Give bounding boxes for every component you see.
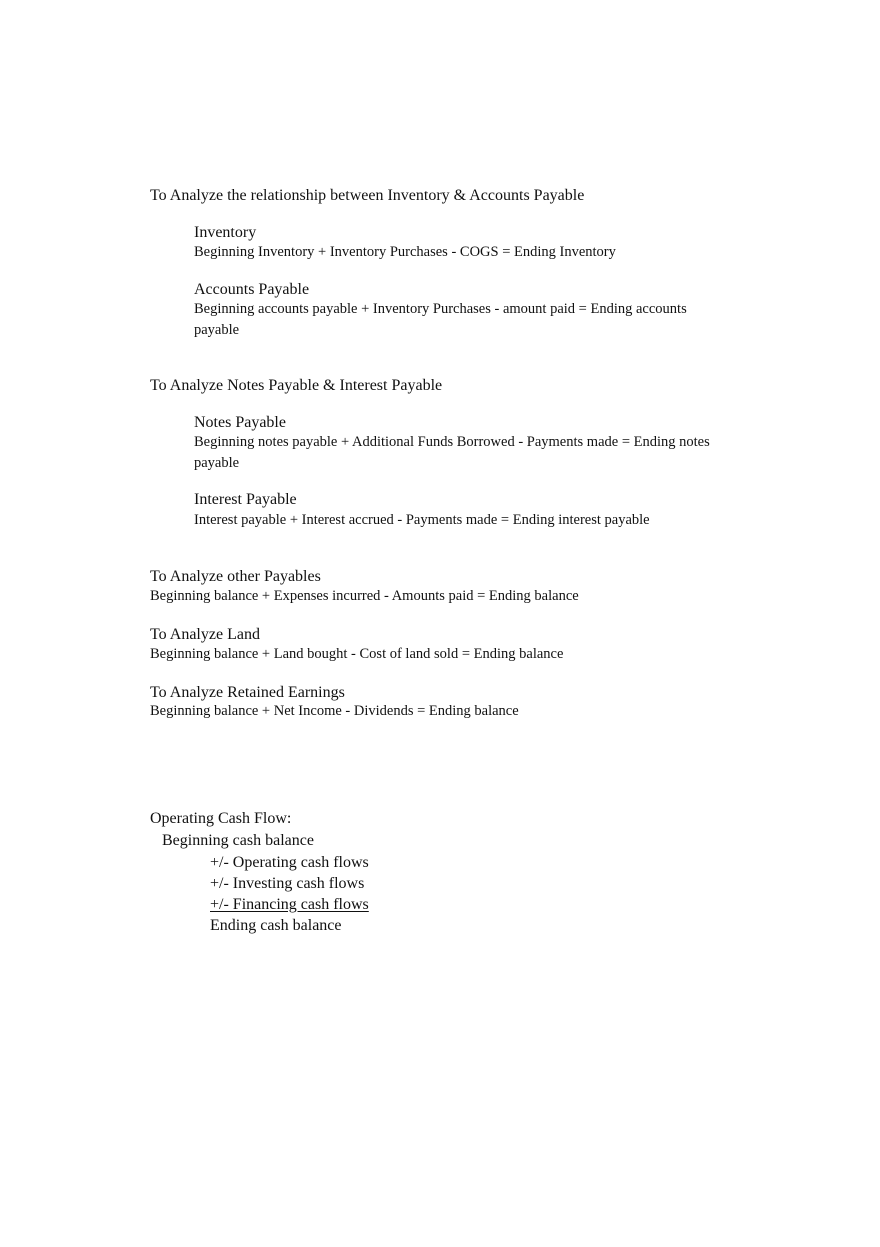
- section-heading-inventory-ap: To Analyze the relationship between Inventory & Accounts Payable: [150, 187, 585, 204]
- section-heading-notes-interest: To Analyze Notes Payable & Interest Payable: [150, 377, 443, 394]
- accounts-payable-formula: Beginning accounts payable + Inventory Purchases - amount paid = Ending accounts payable: [194, 301, 687, 338]
- land-formula: Beginning balance + Land bought - Cost of land sold = Ending balance: [150, 646, 564, 662]
- interest-payable-formula: Interest payable + Interest accrued - Payments made = Ending interest payable: [194, 512, 650, 528]
- accounts-payable-title: Accounts Payable: [194, 281, 310, 298]
- inventory-formula: Beginning Inventory + Inventory Purchases - COGS = Ending Inventory: [194, 244, 616, 260]
- cash-flow-financing: +/- Financing cash flows: [210, 896, 369, 913]
- notes-payable-title: Notes Payable: [194, 414, 286, 431]
- cash-flow-heading: Operating Cash Flow:: [150, 810, 292, 827]
- inventory-title: Inventory: [194, 224, 257, 241]
- cash-flow-operating: +/- Operating cash flows: [210, 854, 369, 871]
- interest-payable-title: Interest Payable: [194, 491, 297, 508]
- section-heading-retained-earnings: To Analyze Retained Earnings: [150, 684, 345, 701]
- cash-flow-beginning: Beginning cash balance: [162, 832, 314, 849]
- other-payables-formula: Beginning balance + Expenses incurred - Amounts paid = Ending balance: [150, 588, 579, 604]
- cash-flow-investing: +/- Investing cash flows: [210, 875, 365, 892]
- section-heading-other-payables: To Analyze other Payables: [150, 568, 321, 585]
- notes-payable-formula: Beginning notes payable + Additional Funds Borrowed - Payments made = Ending notes payable: [194, 434, 710, 471]
- retained-earnings-formula: Beginning balance + Net Income - Dividends = Ending balance: [150, 703, 519, 719]
- section-heading-land: To Analyze Land: [150, 626, 260, 643]
- cash-flow-ending: Ending cash balance: [210, 917, 342, 934]
